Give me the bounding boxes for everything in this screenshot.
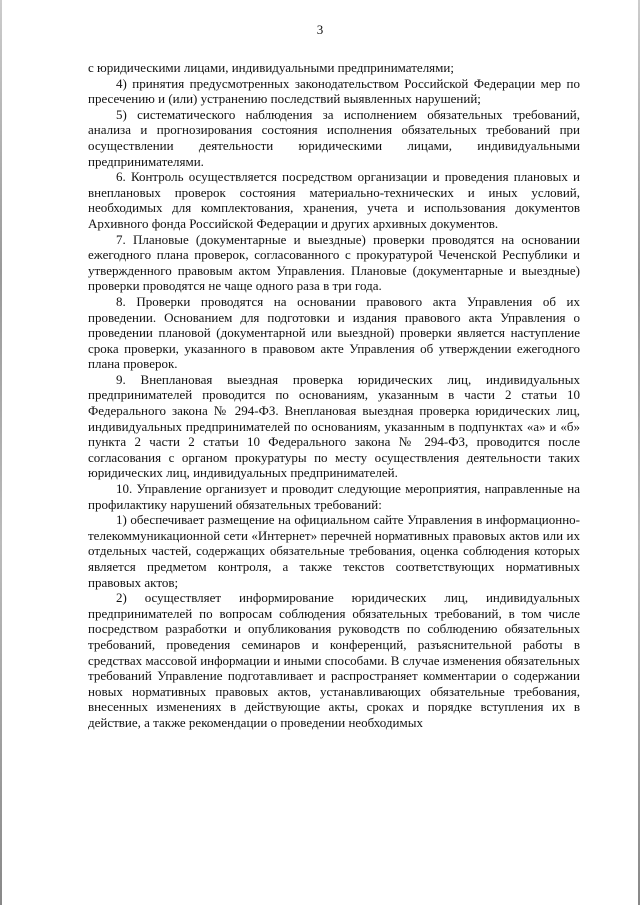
scan-edge-left bbox=[0, 0, 2, 905]
paragraph: 4) принятия предусмотренных законодательством Российской Федерации мер по пресечению и (или) устранению последствий выявленных нарушений; bbox=[88, 75, 580, 107]
paragraph: 8. Проверки проводятся на основании правового акта Управления об их проведении. Основанием для подготовки и издания правового акта Управления о проведении плановой (документарной или выездной) проверки является наступление срока проверки, указанного в правовом акте Управления об утверждении ежегодного плана проверок. bbox=[88, 293, 580, 372]
paragraph: 9. Внеплановая выездная проверка юридических лиц, индивидуальных предпринимателей проводится по основаниям, указанным в части 2 статьи 10 Федерального закона № 294-ФЗ. Внеплановая выездная проверка юридических лиц, индивидуальных предпринимателей по основаниям, указанным в подпунктах «а» и «б» пункта 2 части 2 статьи 10 Федерального закона № 294-ФЗ, проводится после согласования с органом прокуратуры по месту осуществления деятельности таких юридических лиц, индивидуальных предпринимателей. bbox=[88, 371, 580, 481]
paragraph: с юридическими лицами, индивидуальными предпринимателями; bbox=[88, 60, 454, 75]
paragraph: 7. Плановые (документарные и выездные) проверки проводятся на основании ежегодного плана проверок, согласованного с прокуратурой Чеченской Республики и утвержденного правовым актом Управления. Плановые (документарные и выездные) проверки проводятся не чаще одного раза в три года. bbox=[88, 231, 580, 294]
paragraph: 10. Управление организует и проводит следующие мероприятия, направленные на профилактику нарушений обязательных требований: bbox=[88, 481, 580, 512]
page-number: 3 bbox=[316, 22, 324, 37]
document-body bbox=[88, 60, 580, 731]
paragraph: 5) систематического наблюдения за исполнением обязательных требований, анализа и прогнозирования состояния исполнения обязательных требований при осуществлении деятельности юридическими лицами, индивидуальными предпринимателями. bbox=[88, 106, 580, 169]
paragraph: 2) осуществляет информирование юридических лиц, индивидуальных предпринимателей по вопросам соблюдения обязательных требований, в том числе посредством разработки и опубликования руководств по соблюдению обязательных требований, проведения семинаров и конференций, разъяснительной работы в средствах массовой информации и иными способами. В случае изменения обязательных требований Управление подготавливает и распространяет комментарии о содержании новых нормативных правовых актов, устанавливающих обязательные требования, внесенных изменениях в действующие акты, сроках и порядке вступления их в действие, а также рекомендации о проведении необходимых bbox=[88, 590, 580, 730]
paragraph: 6. Контроль осуществляется посредством организации и проведения плановых и внеплановых проверок состояния материально-технических и иных условий, необходимых для комплектования, хранения, учета и использования документов Архивного фонда Российской Федерации и других архивных документов. bbox=[88, 169, 580, 231]
paragraph: 1) обеспечивает размещение на официальном сайте Управления в информационно-телекоммуникационной сети «Интернет» перечней нормативных правовых актов или их отдельных частей, содержащих обязательные требования, оценка соблюдения которых является предметом контроля, а также текстов соответствующих нормативных правовых актов; bbox=[88, 512, 580, 590]
